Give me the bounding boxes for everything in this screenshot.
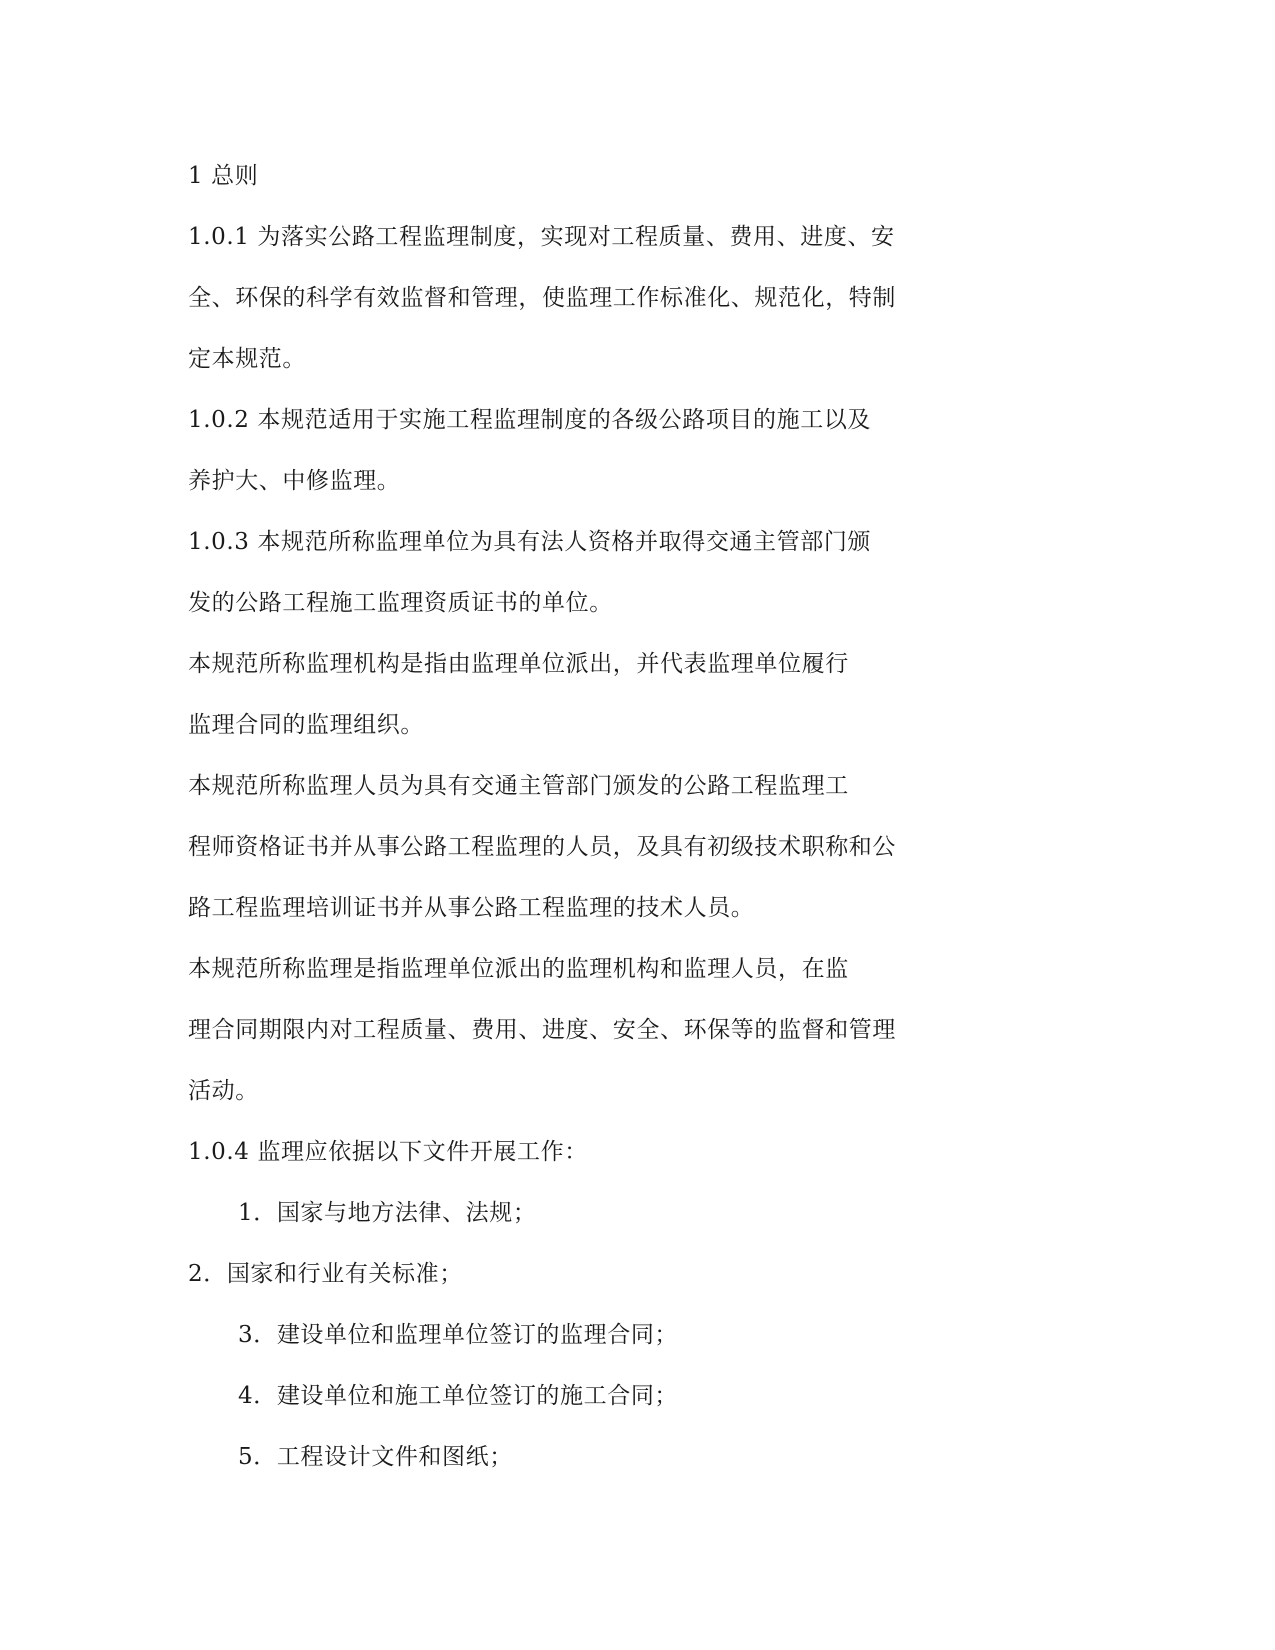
section-heading: 1 总则 [188,163,259,189]
list-item-1: 1．国家与地方法律、法规； [238,1200,537,1226]
clause-1-0-3-line-1: 1.0.3 本规范所称监理单位为具有法人资格并取得交通主管部门颁 [188,529,872,555]
clause-1-0-2-line-1: 1.0.2 本规范适用于实施工程监理制度的各级公路项目的施工以及 [188,407,872,433]
list-item-5: 5．工程设计文件和图纸； [238,1444,513,1470]
definition-personnel-line-2: 程师资格证书并从事公路工程监理的人员，及具有初级技术职称和公 [188,834,896,860]
clause-1-0-2-line-2: 养护大、中修监理。 [188,468,401,494]
definition-personnel-line-3: 路工程监理培训证书并从事公路工程监理的技术人员。 [188,895,755,921]
list-item-4: 4．建设单位和施工单位签订的施工合同； [238,1383,679,1409]
list-item-2: 2．国家和行业有关标准； [188,1261,463,1287]
clause-1-0-1-line-3: 定本规范。 [188,346,306,372]
clause-1-0-1-line-2: 全、环保的科学有效监督和管理，使监理工作标准化、规范化，特制 [188,285,896,311]
definition-agency-line-1: 本规范所称监理机构是指由监理单位派出，并代表监理单位履行 [188,651,849,677]
clause-1-0-4-line: 1.0.4 监理应依据以下文件开展工作： [188,1139,588,1165]
definition-supervision-line-3: 活动。 [188,1078,259,1104]
clause-1-0-1-line-1: 1.0.1 为落实公路工程监理制度，实现对工程质量、费用、进度、安 [188,224,895,250]
document-body [188,146,948,1488]
definition-supervision-line-1: 本规范所称监理是指监理单位派出的监理机构和监理人员，在监 [188,956,849,982]
clause-1-0-3-line-2: 发的公路工程施工监理资质证书的单位。 [188,590,613,616]
definition-agency-line-2: 监理合同的监理组织。 [188,712,424,738]
definition-supervision-line-2: 理合同期限内对工程质量、费用、进度、安全、环保等的监督和管理 [188,1017,896,1043]
list-item-3: 3．建设单位和监理单位签订的监理合同； [238,1322,679,1348]
definition-personnel-line-1: 本规范所称监理人员为具有交通主管部门颁发的公路工程监理工 [188,773,849,799]
